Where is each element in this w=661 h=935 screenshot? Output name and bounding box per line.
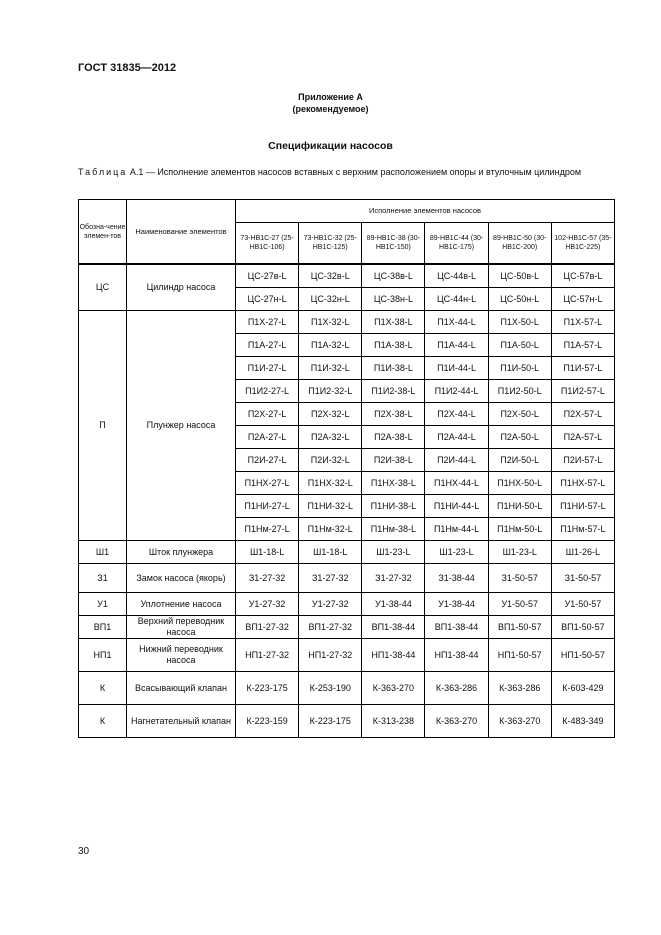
table-cell: П1И2-57-L xyxy=(551,380,614,403)
table-cell: П1И-32-L xyxy=(299,357,362,380)
table-cell: К-223-175 xyxy=(236,672,299,705)
table-cell: Ш1-18-L xyxy=(299,541,362,564)
table-cell: К-603-429 xyxy=(551,672,614,705)
table-cell: П1НХ-32-L xyxy=(299,472,362,495)
table-cell: П1И2-38-L xyxy=(362,380,425,403)
table-cell: У1-27-32 xyxy=(299,593,362,616)
table-cell: ВП1-38-44 xyxy=(362,616,425,639)
table-cell: К-223-159 xyxy=(236,705,299,738)
table-cell: Ш1-26-L xyxy=(551,541,614,564)
table-cell: ВП1-27-32 xyxy=(299,616,362,639)
page-number: 30 xyxy=(78,846,90,857)
table-cell: Ш1-23-L xyxy=(425,541,488,564)
header-designation: Обозна-чение элемен-тов xyxy=(79,200,127,265)
table-cell: ВП1-50-57 xyxy=(488,616,551,639)
table-cell: П2И-38-L xyxy=(362,449,425,472)
table-cell: П1А-44-L xyxy=(425,334,488,357)
row-element-name: Плунжер насоса xyxy=(127,311,236,541)
table-cell: П2А-38-L xyxy=(362,426,425,449)
table-cell: П1НИ-50-L xyxy=(488,495,551,518)
row-element-name: Уплотнение насоса xyxy=(127,593,236,616)
table-cell: ВП1-27-32 xyxy=(236,616,299,639)
row-element-name: Цилиндр насоса xyxy=(127,264,236,311)
table-cell: П1И-27-L xyxy=(236,357,299,380)
row-designation: Ш1 xyxy=(79,541,127,564)
header-column: 89-НВ1С-44 (30-НВ1С-175) xyxy=(425,223,488,265)
appendix-title: Приложение А xyxy=(298,92,363,102)
table-cell: НП1-38-44 xyxy=(362,639,425,672)
table-cell: П1А-27-L xyxy=(236,334,299,357)
table-cell: П1И2-50-L xyxy=(488,380,551,403)
table-cell: П2И-27-L xyxy=(236,449,299,472)
table-caption-label: Таблица xyxy=(78,167,128,177)
table-cell: К-363-270 xyxy=(425,705,488,738)
table-cell: П1НХ-27-L xyxy=(236,472,299,495)
table-cell: П1А-38-L xyxy=(362,334,425,357)
section-title: Спецификации насосов xyxy=(268,140,393,152)
table-row xyxy=(79,593,615,616)
table-row xyxy=(79,672,615,705)
table-row xyxy=(79,705,615,738)
table-cell: ЦС-44н-L xyxy=(425,288,488,311)
table-cell: З1-27-32 xyxy=(236,564,299,593)
table-cell: П1И-57-L xyxy=(551,357,614,380)
table-cell: ЦС-50н-L xyxy=(488,288,551,311)
header-name: Наименование элементов xyxy=(127,200,236,265)
table-cell: П1Х-38-L xyxy=(362,311,425,334)
header-column: 102-НВ1С-57 (35-НВ1С-225) xyxy=(551,223,614,265)
table-cell: П1Нм-50-L xyxy=(488,518,551,541)
table-cell: П1И-44-L xyxy=(425,357,488,380)
row-designation: З1 xyxy=(79,564,127,593)
table-cell: П2И-44-L xyxy=(425,449,488,472)
table-cell: Ш1-23-L xyxy=(488,541,551,564)
row-element-name: Всасывающий клапан xyxy=(127,672,236,705)
table-cell: П2Х-50-L xyxy=(488,403,551,426)
document-header: ГОСТ 31835—2012 xyxy=(78,62,177,74)
table-cell: П1И2-44-L xyxy=(425,380,488,403)
row-element-name: Шток плунжера xyxy=(127,541,236,564)
header-column: 73-НВ1С-27 (25-НВ1С-106) xyxy=(236,223,299,265)
table-cell: П1НИ-38-L xyxy=(362,495,425,518)
table-cell: Ш1-23-L xyxy=(362,541,425,564)
table-cell: К-363-286 xyxy=(425,672,488,705)
row-element-name: Нагнетательный клапан xyxy=(127,705,236,738)
table-row xyxy=(79,541,615,564)
table-cell: П2А-27-L xyxy=(236,426,299,449)
table-cell: НП1-27-32 xyxy=(299,639,362,672)
table-row xyxy=(79,616,615,639)
table-row xyxy=(79,264,615,288)
table-cell: П2И-32-L xyxy=(299,449,362,472)
table-cell: П2А-50-L xyxy=(488,426,551,449)
table-cell: П2И-50-L xyxy=(488,449,551,472)
table-cell: П1НХ-38-L xyxy=(362,472,425,495)
table-cell: П1НИ-44-L xyxy=(425,495,488,518)
table-cell: К-253-190 xyxy=(299,672,362,705)
table-cell: П1А-32-L xyxy=(299,334,362,357)
table-cell: П2А-32-L xyxy=(299,426,362,449)
row-designation: ВП1 xyxy=(79,616,127,639)
appendix-heading xyxy=(0,91,661,115)
table-cell: Ш1-18-L xyxy=(236,541,299,564)
table-row xyxy=(79,311,615,334)
table-cell: ЦС-27в-L xyxy=(236,264,299,288)
row-element-name: Нижний переводник насоса xyxy=(127,639,236,672)
table-cell: ВП1-38-44 xyxy=(425,616,488,639)
table-cell: П2А-57-L xyxy=(551,426,614,449)
table-cell: П2А-44-L xyxy=(425,426,488,449)
table-cell: П1Х-32-L xyxy=(299,311,362,334)
table-cell: НП1-27-32 xyxy=(236,639,299,672)
table-cell: К-223-175 xyxy=(299,705,362,738)
table-caption-text: А.1 — Исполнение элементов насосов вставных с верхним расположением опоры и втулочным цилиндром xyxy=(129,167,582,177)
table-cell: П1Х-44-L xyxy=(425,311,488,334)
table-cell: П1А-50-L xyxy=(488,334,551,357)
table-cell: П2Х-44-L xyxy=(425,403,488,426)
table-cell: НП1-38-44 xyxy=(425,639,488,672)
table-cell: П1И2-32-L xyxy=(299,380,362,403)
table-cell: П1Нм-44-L xyxy=(425,518,488,541)
table-cell: З1-27-32 xyxy=(299,564,362,593)
appendix-subtitle: (рекомендуемое) xyxy=(292,104,369,114)
table-row xyxy=(79,639,615,672)
table-cell: У1-38-44 xyxy=(362,593,425,616)
pump-spec-table xyxy=(78,199,615,738)
table-cell: П1И-50-L xyxy=(488,357,551,380)
table-cell: ЦС-38н-L xyxy=(362,288,425,311)
table-cell: П1Х-57-L xyxy=(551,311,614,334)
table-cell: П1И2-27-L xyxy=(236,380,299,403)
table-row xyxy=(79,564,615,593)
table-cell: П1Нм-57-L xyxy=(551,518,614,541)
header-column: 89-НВ1С-50 (30-НВ1С-200) xyxy=(488,223,551,265)
table-cell: П1НХ-44-L xyxy=(425,472,488,495)
table-cell: З1-50-57 xyxy=(488,564,551,593)
table-cell: П1И-38-L xyxy=(362,357,425,380)
row-designation: К xyxy=(79,705,127,738)
table-cell: У1-50-57 xyxy=(551,593,614,616)
table-cell: П2И-57-L xyxy=(551,449,614,472)
table-cell: П2Х-57-L xyxy=(551,403,614,426)
row-designation: П xyxy=(79,311,127,541)
table-cell: П1Х-27-L xyxy=(236,311,299,334)
table-cell: П1НХ-57-L xyxy=(551,472,614,495)
table-cell: К-363-270 xyxy=(362,672,425,705)
table-cell: К-363-270 xyxy=(488,705,551,738)
table-cell: К-363-286 xyxy=(488,672,551,705)
table-cell: П1Нм-38-L xyxy=(362,518,425,541)
table-cell: ЦС-57н-L xyxy=(551,288,614,311)
table-cell: П2Х-32-L xyxy=(299,403,362,426)
table-cell: ЦС-50в-L xyxy=(488,264,551,288)
row-designation: НП1 xyxy=(79,639,127,672)
table-cell: К-313-238 xyxy=(362,705,425,738)
row-element-name: Верхний переводник насоса xyxy=(127,616,236,639)
table-cell: З1-27-32 xyxy=(362,564,425,593)
table-cell: З1-50-57 xyxy=(551,564,614,593)
header-group: Исполнение элементов насосов xyxy=(236,200,615,223)
table-caption xyxy=(78,166,615,178)
row-designation: К xyxy=(79,672,127,705)
table-cell: П1Нм-27-L xyxy=(236,518,299,541)
table-cell: НП1-50-57 xyxy=(551,639,614,672)
table-cell: У1-38-44 xyxy=(425,593,488,616)
table-cell: П1НИ-27-L xyxy=(236,495,299,518)
table-cell: П2Х-27-L xyxy=(236,403,299,426)
table-cell: П1Х-50-L xyxy=(488,311,551,334)
table-cell: ЦС-57в-L xyxy=(551,264,614,288)
header-column: 89-НВ1С-38 (30-НВ1С-150) xyxy=(362,223,425,265)
table-cell: К-483-349 xyxy=(551,705,614,738)
table-cell: ЦС-38в-L xyxy=(362,264,425,288)
table-cell: ЦС-32в-L xyxy=(299,264,362,288)
table-cell: П1НИ-32-L xyxy=(299,495,362,518)
table-cell: У1-50-57 xyxy=(488,593,551,616)
row-element-name: Замок насоса (якорь) xyxy=(127,564,236,593)
header-column: 73-НВ1С-32 (25-НВ1С-125) xyxy=(299,223,362,265)
table-cell: ЦС-44в-L xyxy=(425,264,488,288)
row-designation: ЦС xyxy=(79,264,127,311)
table-cell: П1НХ-50-L xyxy=(488,472,551,495)
table-cell: П1НИ-57-L xyxy=(551,495,614,518)
table-cell: НП1-50-57 xyxy=(488,639,551,672)
table-cell: П1Нм-32-L xyxy=(299,518,362,541)
table-cell: ЦС-27н-L xyxy=(236,288,299,311)
table-cell: П1А-57-L xyxy=(551,334,614,357)
table-cell: У1-27-32 xyxy=(236,593,299,616)
table-cell: ВП1-50-57 xyxy=(551,616,614,639)
table-cell: П2Х-38-L xyxy=(362,403,425,426)
table-cell: ЦС-32н-L xyxy=(299,288,362,311)
table-cell: З1-38-44 xyxy=(425,564,488,593)
row-designation: У1 xyxy=(79,593,127,616)
